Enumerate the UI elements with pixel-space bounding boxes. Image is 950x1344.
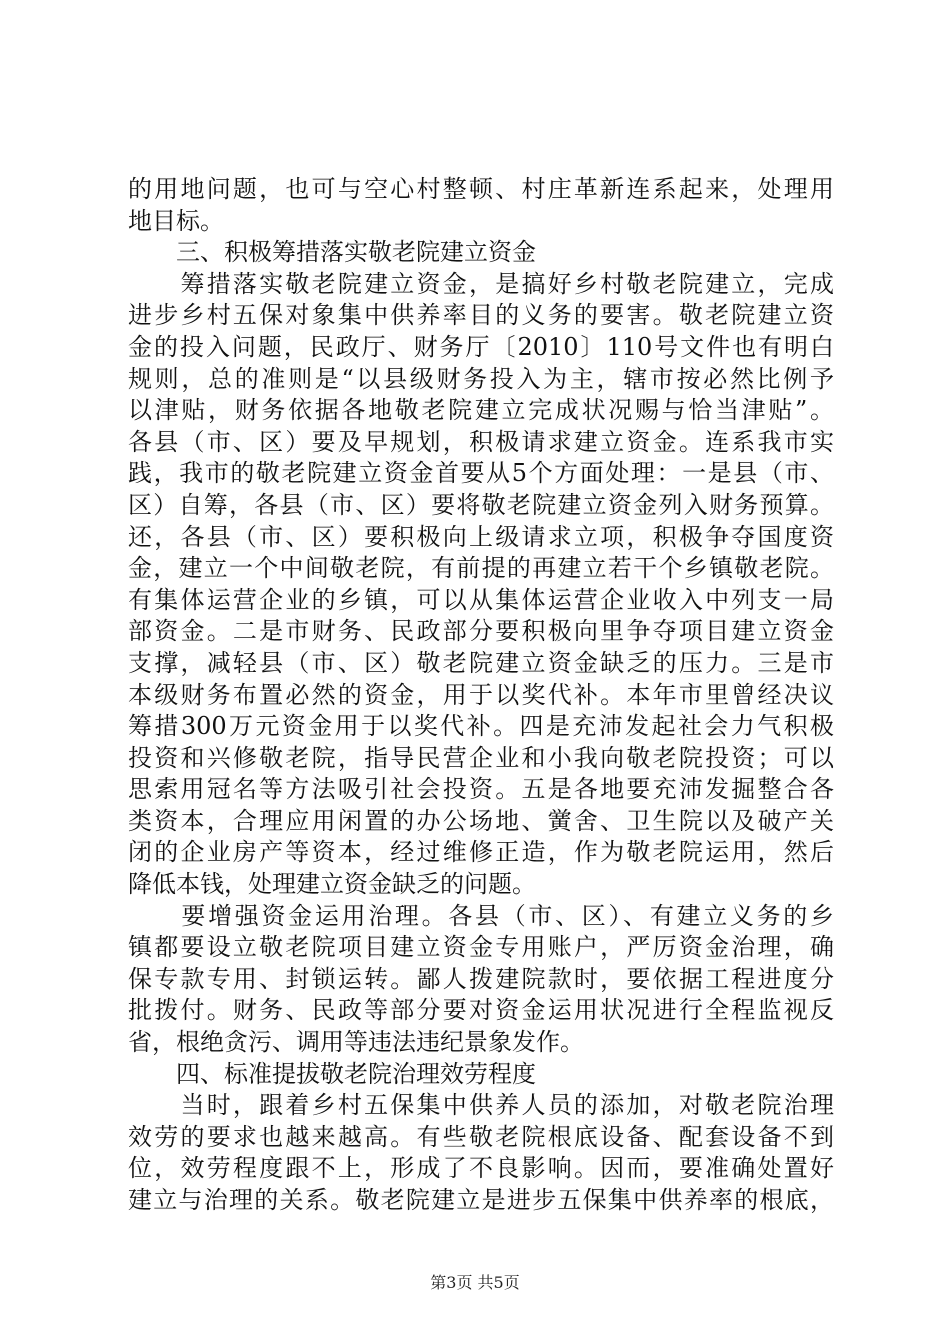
text-line: 本级财务布置必然的资金，用于以奖代补。本年市里曾经决议 xyxy=(128,680,834,709)
text-line: 还，各县（市、区）要积极向上级请求立项，积极争夺国度资 xyxy=(128,522,834,551)
text-line: 当时，跟着乡村五保集中供养人员的添加，对敬老院治理 xyxy=(128,1091,834,1120)
text-line: 部资金。二是市财务、民政部分要积极向里争夺项目建立资金 xyxy=(128,617,834,646)
section-heading: 三、积极筹措落实敬老院建立资金 xyxy=(128,238,536,267)
text-line: 闭的企业房产等资本，经过维修正造，作为敬老院运用，然后 xyxy=(128,838,834,867)
text-line: 金的投入问题，民政厅、财务厅〔2010〕110号文件也有明白 xyxy=(128,332,834,361)
text-line: 省，根绝贪污、调用等违法违纪景象发作。 xyxy=(128,1028,584,1057)
text-line: 支撑，减轻县（市、区）敬老院建立资金缺乏的压力。三是市 xyxy=(128,648,834,677)
text-line: 进步乡村五保对象集中供养率目的义务的要害。敬老院建立资 xyxy=(128,301,834,330)
text-line: 金，建立一个中间敬老院，有前提的再建立若干个乡镇敬老院。 xyxy=(128,554,834,583)
text-line: 筹措落实敬老院建立资金，是搞好乡村敬老院建立，完成 xyxy=(128,269,834,298)
text-line: 区）自筹，各县（市、区）要将敬老院建立资金列入财务预算。 xyxy=(128,490,834,519)
text-line: 镇都要设立敬老院项目建立资金专用账户，严厉资金治理，确 xyxy=(128,933,834,962)
text-line: 思索用冠名等方法吸引社会投资。五是各地要充沛发掘整合各 xyxy=(128,775,834,804)
page-footer: 第3页 共5页 xyxy=(430,1273,520,1292)
text-line: 要增强资金运用治理。各县（市、区）、有建立义务的乡 xyxy=(128,901,834,930)
text-line: 有集体运营企业的乡镇，可以从集体运营企业收入中列支一局 xyxy=(128,585,834,614)
text-line: 地目标。 xyxy=(128,206,224,235)
text-line: 各县（市、区）要及早规划，积极请求建立资金。连系我市实 xyxy=(128,427,834,456)
text-line: 规则，总的准则是“以县级财务投入为主，辖市按必然比例予 xyxy=(128,364,834,393)
text-line: 批拨付。财务、民政等部分要对资金运用状况进行全程监视反 xyxy=(128,996,834,1025)
text-line: 投资和兴修敬老院，指导民营企业和小我向敬老院投资；可以 xyxy=(128,743,834,772)
text-line: 筹措300万元资金用于以奖代补。四是充沛发起社会力气积极 xyxy=(128,712,834,741)
text-line: 降低本钱，处理建立资金缺乏的问题。 xyxy=(128,870,536,899)
text-line: 的用地问题，也可与空心村整顿、村庄革新连系起来，处理用 xyxy=(128,175,834,203)
text-line: 践，我市的敬老院建立资金首要从5个方面处理：一是县（市、 xyxy=(128,459,834,488)
document-body xyxy=(128,174,834,1217)
text-line: 建立与治理的关系。敬老院建立是进步五保集中供养率的根底， xyxy=(128,1186,834,1214)
text-line: 类资本，合理应用闲置的办公场地、黉舍、卫生院以及破产关 xyxy=(128,806,834,835)
text-line: 位，效劳程度跟不上，形成了不良影响。因而，要准确处置好 xyxy=(128,1154,834,1183)
text-line: 保专款专用、封锁运转。鄙人拨建院款时，要依据工程进度分 xyxy=(128,964,834,993)
text-line: 以津贴，财务依据各地敬老院建立完成状况赐与恰当津贴”。 xyxy=(128,396,834,425)
section-heading: 四、标准提拔敬老院治理效劳程度 xyxy=(128,1059,536,1088)
text-line: 效劳的要求也越来越高。有些敬老院根底设备、配套设备不到 xyxy=(128,1122,834,1151)
